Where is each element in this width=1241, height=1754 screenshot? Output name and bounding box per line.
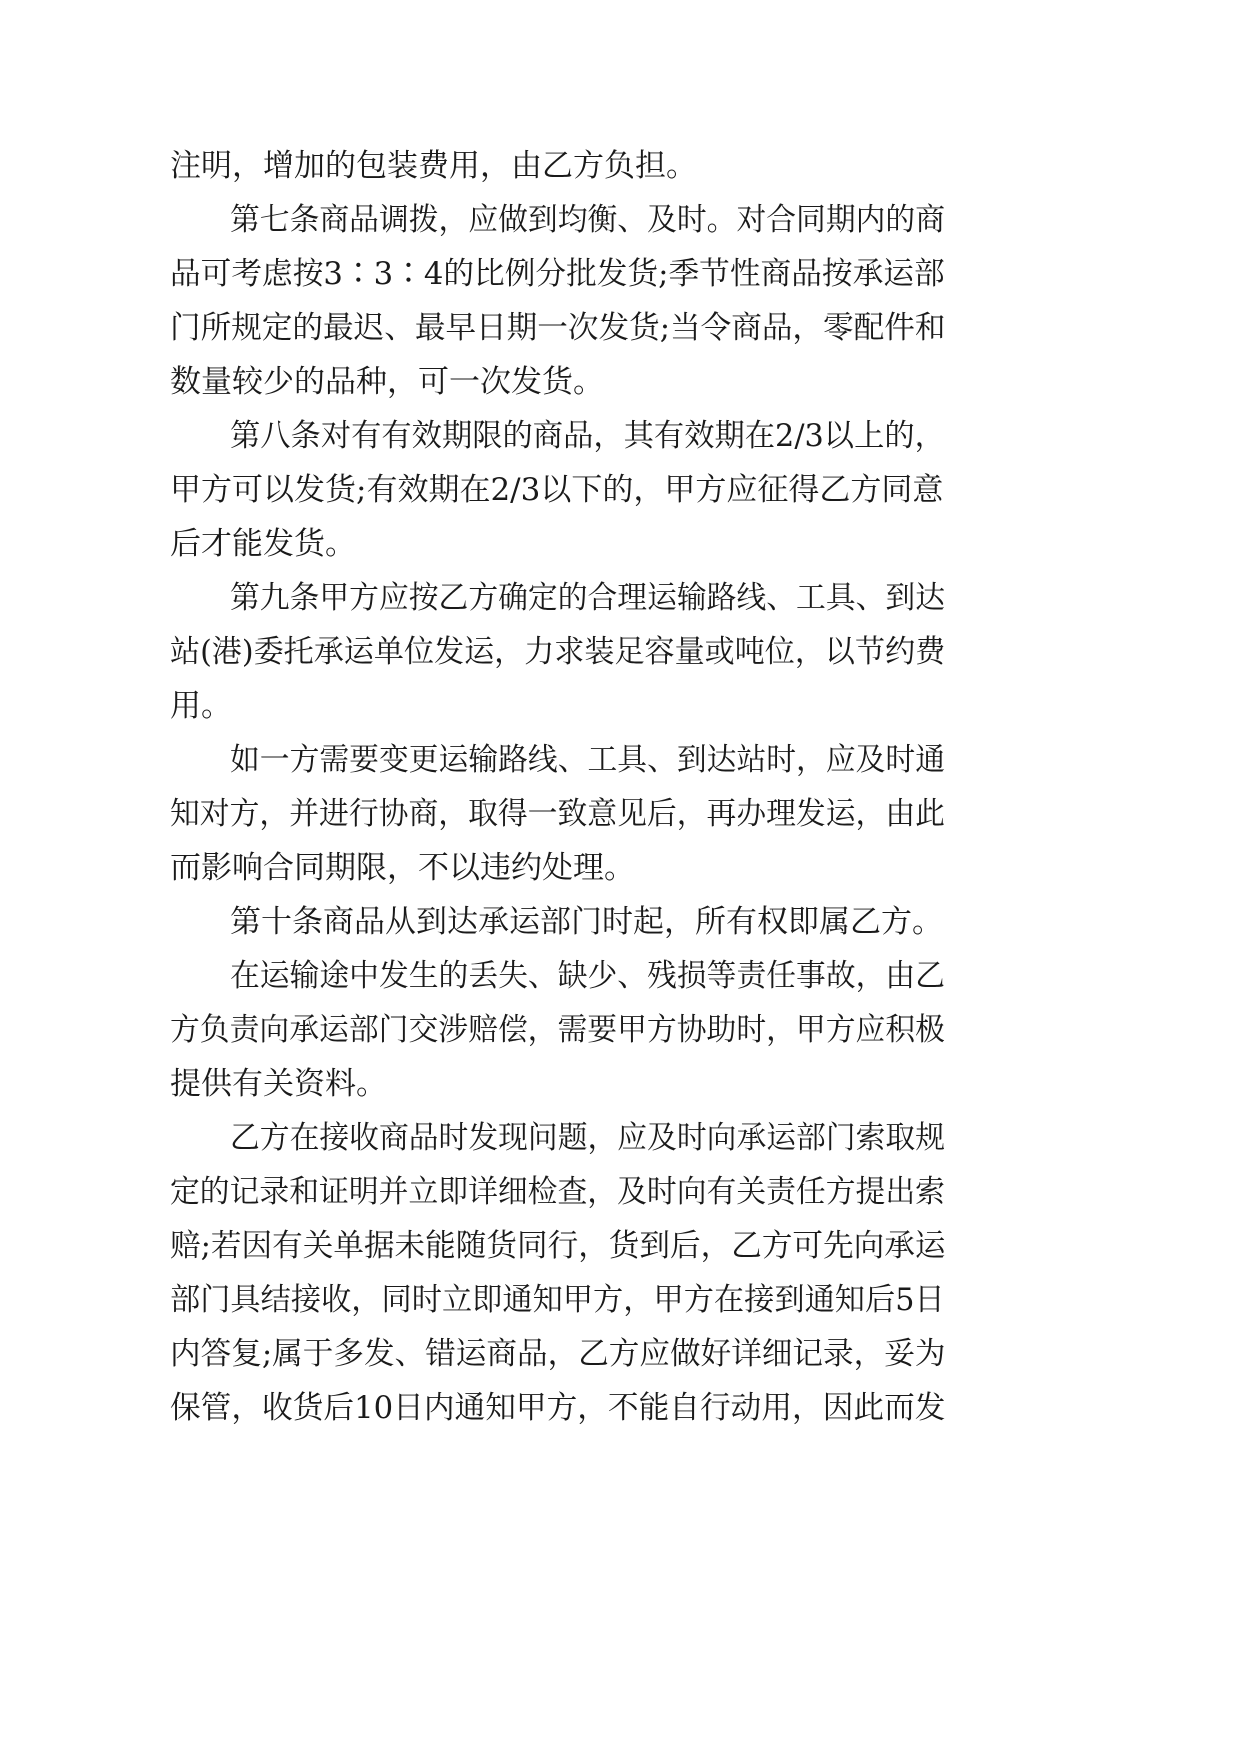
text-line-24: 保管，收货后10日内通知甲方，不能自行动用，因此而发 — [170, 1390, 946, 1426]
text-line-15: 第十条商品从到达承运部门时起，所有权即属乙方。 — [230, 904, 943, 940]
text-line-19: 乙方在接收商品时发现问题，应及时向承运部门索取规 — [230, 1120, 945, 1156]
text-line-17: 方负责向承运部门交涉赔偿，需要甲方协助时，甲方应积极 — [170, 1012, 945, 1048]
text-line-20: 定的记录和证明并立即详细检查，及时向有关责任方提出索 — [170, 1174, 945, 1210]
text-line-14: 而影响合同期限，不以违约处理。 — [170, 850, 635, 886]
text-line-22: 部门具结接收，同时立即通知甲方，甲方在接到通知后5日 — [170, 1282, 945, 1318]
text-line-21: 赔;若因有关单据未能随货同行，货到后，乙方可先向承运 — [170, 1228, 946, 1264]
text-line-10: 站(港)委托承运单位发运，力求装足容量或吨位，以节约费 — [170, 634, 946, 670]
text-line-4: 门所规定的最迟、最早日期一次发货;当令商品，零配件和 — [170, 310, 946, 346]
text-line-5: 数量较少的品种，可一次发货。 — [170, 364, 604, 400]
text-line-16: 在运输途中发生的丢失、缺少、残损等责任事故，由乙 — [230, 958, 945, 994]
text-line-3: 品可考虑按3∶3∶4的比例分批发货;季节性商品按承运部 — [170, 256, 945, 292]
text-line-13: 知对方，并进行协商，取得一致意见后，再办理发运，由此 — [170, 796, 945, 832]
text-line-12: 如一方需要变更运输路线、工具、到达站时，应及时通 — [230, 742, 945, 778]
text-line-18: 提供有关资料。 — [170, 1066, 387, 1102]
text-line-7: 甲方可以发货;有效期在2/3以下的，甲方应征得乙方同意 — [170, 472, 944, 508]
text-line-1: 注明，增加的包装费用，由乙方负担。 — [170, 148, 697, 184]
text-line-23: 内答复;属于多发、错运商品，乙方应做好详细记录，妥为 — [170, 1336, 946, 1372]
text-line-11: 用。 — [170, 688, 232, 724]
text-line-2: 第七条商品调拨，应做到均衡、及时。对合同期内的商 — [230, 202, 945, 238]
text-line-6: 第八条对有有效期限的商品，其有效期在2/3以上的， — [230, 418, 945, 454]
text-line-8: 后才能发货。 — [170, 526, 356, 562]
text-line-9: 第九条甲方应按乙方确定的合理运输路线、工具、到达 — [230, 580, 945, 616]
